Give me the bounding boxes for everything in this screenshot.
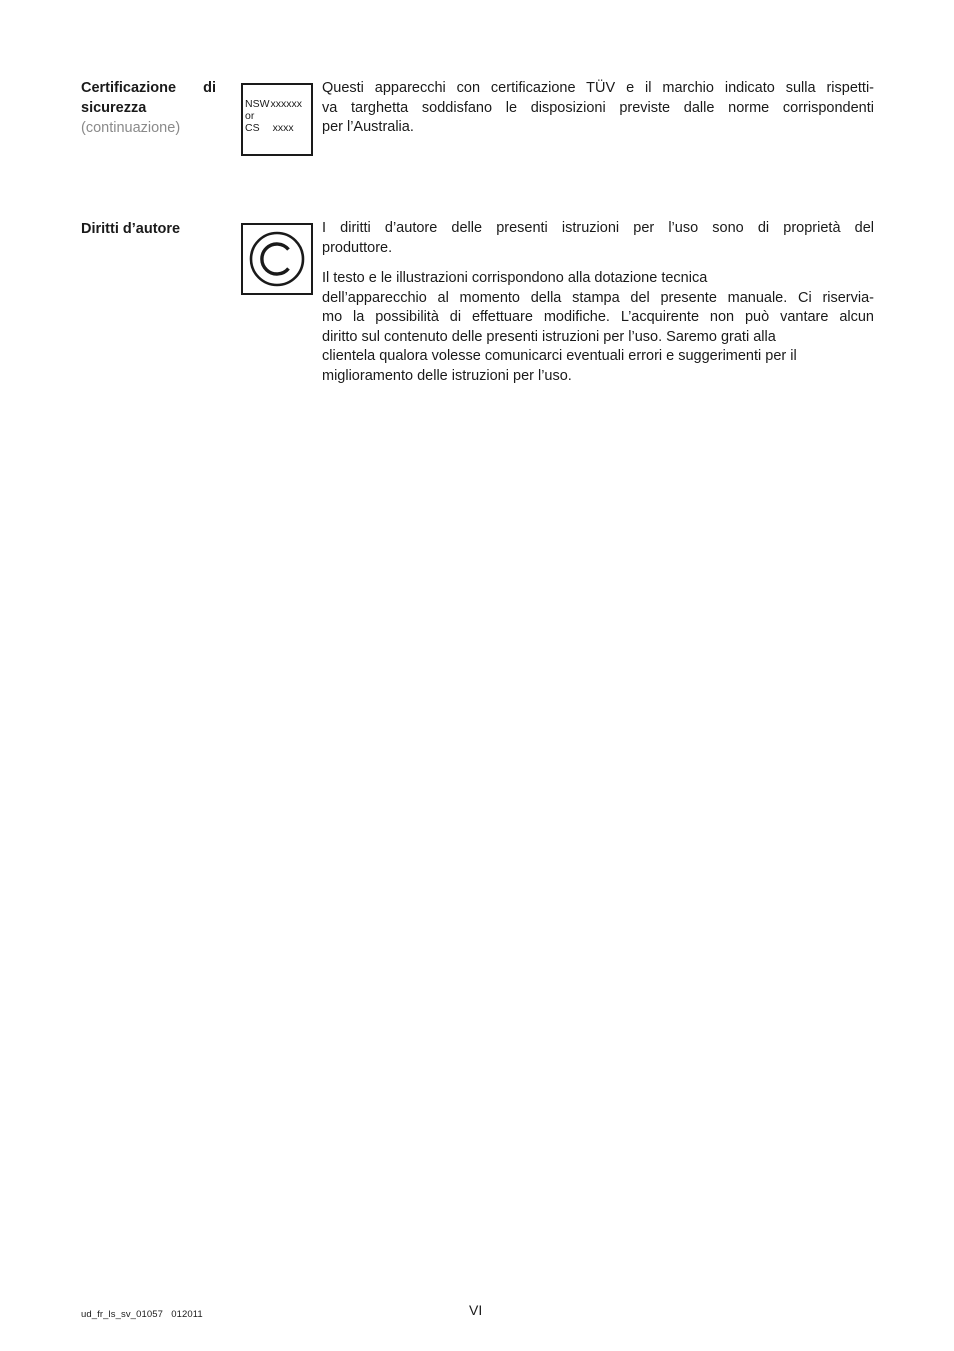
copyright-icon-box — [241, 223, 313, 295]
text-line: Il testo e le illustrazioni corrispondono alla dotazione tecnica — [322, 270, 708, 286]
mark-cs-label: CS — [245, 122, 260, 134]
heading-continuation: (continuazione) — [81, 120, 181, 136]
safety-certification-text — [322, 79, 874, 149]
mark-nsw-value: xxxxxx — [270, 98, 302, 110]
page-number: VI — [469, 1302, 483, 1318]
heading-line-2: sicurezza — [81, 100, 147, 116]
text-line: I diritti d’autore delle presenti istruzioni per l’uso sono di proprietà del — [322, 220, 874, 236]
text-line: per l’Australia. — [322, 119, 414, 135]
copyright-paragraph-1 — [322, 219, 874, 258]
copyright-paragraph-2 — [322, 269, 874, 386]
safety-certification-paragraph — [322, 79, 874, 138]
copyright-icon — [247, 229, 307, 289]
text-line: va targhetta soddisfano le disposizioni previste dalle norme corrispondenti — [322, 99, 874, 116]
text-line: produttore. — [322, 239, 393, 256]
certification-mark-box — [241, 83, 313, 156]
copyright-text — [322, 219, 874, 397]
safety-certification-heading — [81, 78, 216, 138]
mark-nsw-label: NSW — [245, 98, 270, 110]
document-code: ud_fr_ls_sv_01057 012011 — [81, 1309, 203, 1320]
text-line: miglioramento delle istruzioni per l’uso. — [322, 367, 572, 384]
copyright-heading — [81, 219, 216, 239]
mark-or-label: or — [245, 110, 255, 122]
text-line: diritto sul contenuto delle presenti istruzioni per l’uso. Saremo grati alla — [322, 328, 776, 345]
text-line: dell’apparecchio al momento della stampa del presente manuale. Ci riservia- — [322, 289, 874, 306]
mark-cs-value: xxxx — [272, 122, 294, 134]
text-line: Questi apparecchi con certificazione TÜV e il marchio indicato sulla rispetti- — [322, 80, 874, 96]
text-line: mo la possibilità di effettuare modifiche. L’acquirente non può vantare alcun — [322, 309, 874, 325]
copyright-heading-text: Diritti d’autore — [81, 221, 181, 237]
mark-row-cs — [245, 122, 311, 134]
mark-row-or — [245, 110, 311, 122]
heading-line-1: Certificazione di — [81, 80, 216, 96]
mark-row-nsw — [245, 98, 311, 110]
text-line: clientela qualora volesse comunicarci eventuali errori e suggerimenti per il — [322, 348, 797, 364]
